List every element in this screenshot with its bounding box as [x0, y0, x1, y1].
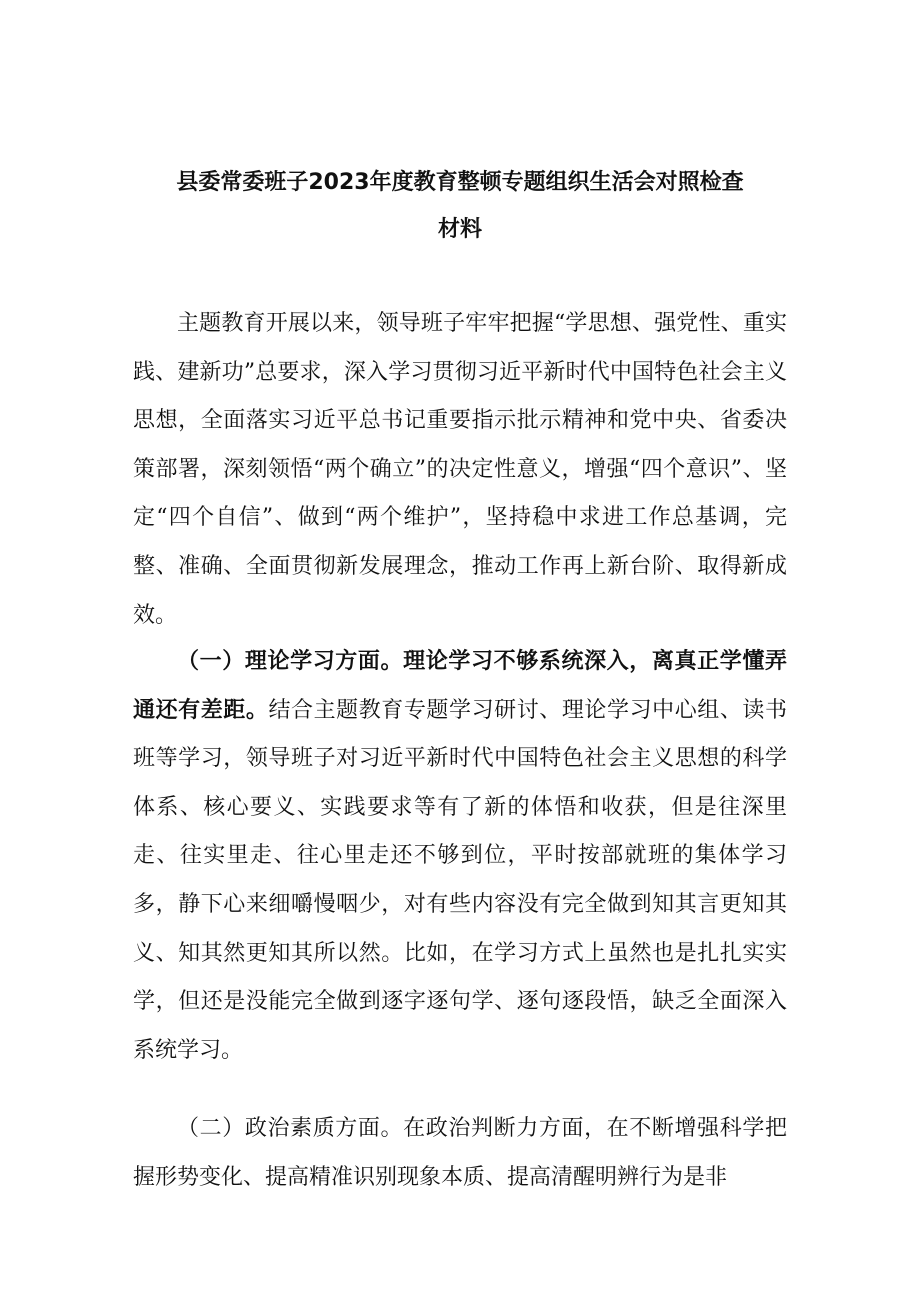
document-title-line-1: 县委常委班子2023年度教育整顿专题组织生活会对照检查	[176, 170, 744, 195]
paragraph-theory-study-text: 结合主题教育专题学习研讨、理论学习中心组、读书班等学习，领导班子对习近平新时代中国特色社会主义思想的科学体系、核心要义、实践要求等有了新的体悟和收获，但是往深里走、往实里走、往心里走还不够到位，平时按部就班的集体学习多，静下心来细嚼慢咽少，对有些内容没有完全做到知其言更知其义、知其然更知其所以然。比如，在学习方式上虽然也是扎扎实实学，但还是没能完全做到逐字逐句学、逐句逐段悟，缺乏全面深入系统学习。	[133, 697, 787, 1063]
document-title-line-2: 材料	[437, 217, 482, 242]
paragraph-theory-study	[133, 638, 787, 1075]
paragraph-intro-text: 主题教育开展以来，领导班子牢牢把握“学思想、强党性、重实践、建新功”总要求，深入学习贯彻习近平新时代中国特色社会主义思想，全面落实习近平总书记重要指示批示精神和党中央、省委决策部署，深刻领悟“两个确立”的决定性意义，增强“四个意识”、坚定“四个自信”、做到“两个维护”，坚持稳中求进工作总基调，完整、准确、全面贯彻新发展理念，推动工作再上新台阶、取得新成效。	[133, 311, 787, 628]
paragraph-theory-study-heading: （一）理论学习方面。理论学习不够系统深入，离真正学懂弄通还有差距。	[133, 649, 787, 723]
paragraph-political-quality-text: （二）政治素质方面。在政治判断力方面，在不断增强科学把握形势变化、提高精准识别现象本质、提高清醒明辨行为是非	[133, 1116, 787, 1190]
paragraph-political-quality	[133, 1105, 787, 1202]
paragraph-intro	[133, 300, 787, 640]
